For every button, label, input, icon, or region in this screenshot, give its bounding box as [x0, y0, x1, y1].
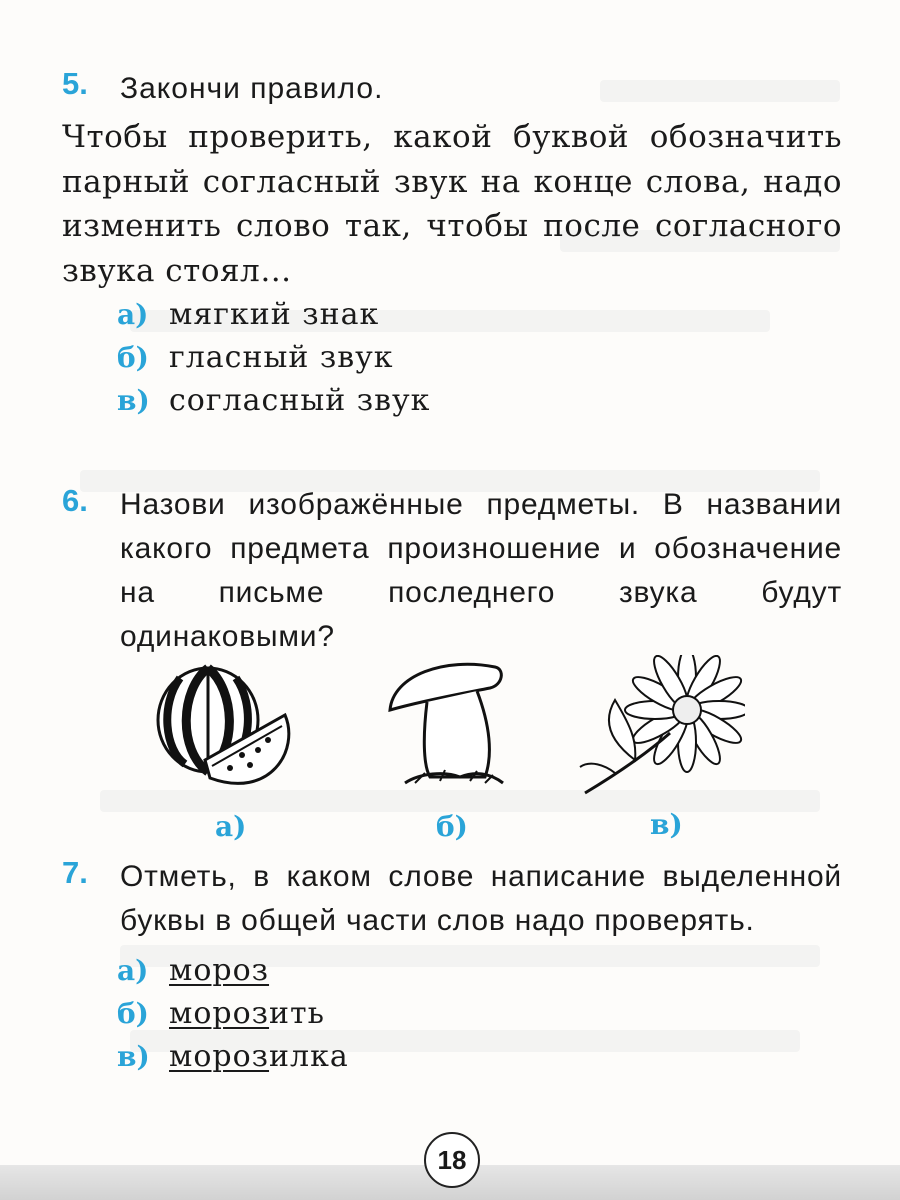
option-text: [169, 996, 325, 1031]
option-a[interactable]: [117, 953, 842, 996]
picture-b[interactable]: [385, 655, 510, 795]
task-6: [62, 483, 842, 659]
option-b[interactable]: [117, 340, 842, 383]
task-text: Отметь, в каком слове написание выделенной буквы в общей части слов надо проверять.: [120, 860, 842, 937]
task-text: Назови изображённые предметы. В названии какого предмета произношение и обозначение на письме последнего звука будут одинаковыми?: [120, 488, 842, 653]
option-b[interactable]: [117, 996, 842, 1039]
picture-label-a: а): [215, 810, 247, 843]
option-letter: б): [117, 997, 149, 1030]
option-letter: а): [117, 298, 149, 331]
page-number: 18: [424, 1132, 480, 1188]
picture-c[interactable]: [575, 655, 745, 800]
option-text: [169, 1039, 349, 1074]
task-5: [62, 66, 842, 426]
mushroom-icon: [385, 655, 510, 795]
option-letter: в): [117, 1040, 150, 1073]
picture-a[interactable]: [150, 660, 300, 800]
word-root: мороз: [169, 996, 270, 1031]
options-list: [117, 297, 842, 426]
option-c[interactable]: [117, 1039, 842, 1082]
option-letter: б): [117, 341, 149, 374]
option-c[interactable]: [117, 383, 842, 426]
option-a[interactable]: [117, 297, 842, 340]
option-text: согласный звук: [169, 383, 431, 418]
rule-text: Чтобы проверить, какой буквой обозначить парный согласный звук на конце слова, надо изменить слово так, чтобы после согласного звука стоял…: [62, 119, 842, 289]
option-text: гласный звук: [169, 340, 394, 375]
option-text: мягкий знак: [169, 297, 380, 332]
options-list: [117, 953, 842, 1082]
option-text: мороз: [169, 953, 270, 988]
word-ending: ить: [269, 996, 325, 1031]
watermelon-icon: [150, 660, 300, 800]
task-number: 5.: [62, 66, 88, 101]
option-letter: а): [117, 954, 149, 987]
task-number: 6.: [62, 483, 88, 518]
picture-label-c: в): [650, 808, 683, 841]
option-letter: в): [117, 384, 150, 417]
pictures-row: [0, 650, 900, 850]
task-7: [62, 855, 842, 1082]
daisy-icon: [575, 655, 745, 800]
word-root: мороз: [169, 1039, 270, 1074]
picture-label-b: б): [436, 810, 468, 843]
task-number: 7.: [62, 855, 88, 890]
task-title: Закончи правило.: [120, 72, 384, 105]
word-ending: илка: [269, 1039, 349, 1074]
